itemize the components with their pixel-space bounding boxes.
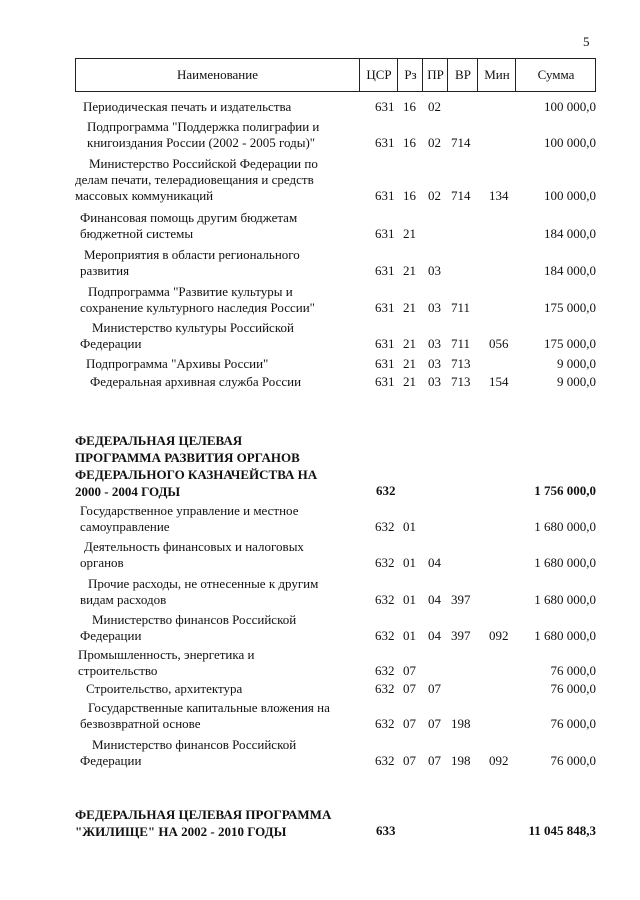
row-name-line: органов <box>80 555 124 570</box>
row-sum: 175 000,0 <box>544 300 596 315</box>
row-min: 056 <box>489 336 509 351</box>
row-name-line: Периодическая печать и издательства <box>83 99 292 114</box>
row-csr: 631 <box>375 300 395 315</box>
section-632-csr: 632 <box>376 483 396 498</box>
row-name <box>80 576 318 608</box>
table-header <box>75 58 596 92</box>
row-sum: 76 000,0 <box>550 663 596 678</box>
row-csr: 632 <box>375 753 395 768</box>
header-name: Наименование <box>177 67 258 82</box>
row-csr: 631 <box>375 226 395 241</box>
row-name-line: Подпрограмма "Архивы России" <box>86 356 269 371</box>
row-name <box>75 156 318 204</box>
section-633-sum: 11 045 848,3 <box>528 823 596 838</box>
row-rz: 07 <box>403 681 416 696</box>
section-title-line: ФЕДЕРАЛЬНАЯ ЦЕЛЕВАЯ <box>75 433 243 448</box>
row-vr: 198 <box>451 716 471 731</box>
row-sum: 184 000,0 <box>544 226 596 241</box>
row-rz: 16 <box>403 188 416 203</box>
row-rz: 01 <box>403 628 416 643</box>
row-vr: 713 <box>451 356 471 371</box>
row-vr: 714 <box>451 135 471 150</box>
row-csr: 632 <box>375 681 395 696</box>
row-pr: 03 <box>428 263 441 278</box>
row-name-line: Мероприятия в области регионального <box>84 247 300 262</box>
row-rz: 21 <box>403 374 416 389</box>
row-sum: 184 000,0 <box>544 263 596 278</box>
row-csr: 632 <box>375 628 395 643</box>
row-pr: 07 <box>428 753 441 768</box>
row-name-line: массовых коммуникаций <box>75 188 214 203</box>
row-name <box>80 210 297 242</box>
row-csr: 631 <box>375 188 395 203</box>
row-name-line: Министерство финансов Российской <box>92 737 297 752</box>
row-name <box>80 700 330 732</box>
row-name-line: делам печати, телерадиовещания и средств <box>75 172 314 187</box>
row-rz: 01 <box>403 519 416 534</box>
row-pr: 07 <box>428 681 441 696</box>
row-rz: 21 <box>403 263 416 278</box>
row-sum: 76 000,0 <box>550 716 596 731</box>
row-rz: 07 <box>403 663 416 678</box>
row-csr: 631 <box>375 263 395 278</box>
row-min: 092 <box>489 628 509 643</box>
row-vr: 714 <box>451 188 471 203</box>
row-name-line: Государственные капитальные вложения на <box>88 700 330 715</box>
row-name-line: Строительство, архитектура <box>86 681 243 696</box>
row-vr: 711 <box>451 300 471 315</box>
section-title-line: ФЕДЕРАЛЬНОГО КАЗНАЧЕЙСТВА НА <box>75 467 318 482</box>
row-pr: 03 <box>428 356 441 371</box>
row-name <box>78 647 254 679</box>
row-sum: 175 000,0 <box>544 336 596 351</box>
row-pr: 03 <box>428 336 441 351</box>
row-name <box>80 247 300 279</box>
row-csr: 631 <box>375 99 395 114</box>
row-name <box>83 99 291 115</box>
row-pr: 03 <box>428 300 441 315</box>
section-title-633 <box>75 806 331 840</box>
row-sum: 100 000,0 <box>544 99 596 114</box>
row-csr: 632 <box>375 519 395 534</box>
row-name-line: Подпрограмма "Развитие культуры и <box>88 284 293 299</box>
row-pr: 02 <box>428 135 441 150</box>
row-pr: 03 <box>428 374 441 389</box>
header-vr: ВР <box>447 59 478 91</box>
row-name <box>80 503 299 535</box>
row-csr: 631 <box>375 374 395 389</box>
row-sum: 9 000,0 <box>557 374 596 389</box>
row-rz: 21 <box>403 356 416 371</box>
row-csr: 632 <box>375 555 395 570</box>
row-vr: 711 <box>451 336 471 351</box>
row-rz: 16 <box>403 135 416 150</box>
row-csr: 631 <box>375 135 395 150</box>
row-name-line: безвозвратной основе <box>80 716 201 731</box>
row-name <box>80 539 304 571</box>
row-vr: 198 <box>451 753 471 768</box>
row-name <box>86 356 268 372</box>
row-pr: 04 <box>428 592 441 607</box>
row-sum: 76 000,0 <box>550 753 596 768</box>
row-rz: 16 <box>403 99 416 114</box>
row-pr: 04 <box>428 628 441 643</box>
row-csr: 631 <box>375 336 395 351</box>
page-number: 5 <box>583 34 590 49</box>
section-title-632 <box>75 432 317 500</box>
row-vr: 397 <box>451 592 471 607</box>
row-name-line: Деятельность финансовых и налоговых <box>84 539 304 554</box>
row-name-line: видам расходов <box>80 592 167 607</box>
header-pr: ПР <box>422 59 448 91</box>
row-name <box>86 681 242 697</box>
row-sum: 1 680 000,0 <box>534 555 596 570</box>
row-rz: 01 <box>403 555 416 570</box>
row-name-line: Министерство Российской Федерации по <box>89 156 318 171</box>
row-sum: 1 680 000,0 <box>534 592 596 607</box>
row-name <box>87 119 319 151</box>
section-title-line: 2000 - 2004 ГОДЫ <box>75 484 181 499</box>
row-rz: 21 <box>403 300 416 315</box>
row-pr: 04 <box>428 555 441 570</box>
row-sum: 1 680 000,0 <box>534 519 596 534</box>
row-name-line: книгоиздания России (2002 - 2005 годы)" <box>87 135 316 150</box>
row-rz: 01 <box>403 592 416 607</box>
row-name-line: Министерство культуры Российской <box>92 320 294 335</box>
row-name-line: Прочие расходы, не отнесенные к другим <box>88 576 319 591</box>
row-sum: 76 000,0 <box>550 681 596 696</box>
row-sum: 9 000,0 <box>557 356 596 371</box>
row-name-line: Подпрограмма "Поддержка полиграфии и <box>87 119 320 134</box>
header-min: Мин <box>477 59 516 91</box>
row-rz: 21 <box>403 336 416 351</box>
section-633-csr: 633 <box>376 823 396 838</box>
row-name-line: сохранение культурного наследия России" <box>80 300 315 315</box>
row-pr: 02 <box>428 99 441 114</box>
row-name-line: Министерство финансов Российской <box>92 612 297 627</box>
row-name-line: Финансовая помощь другим бюджетам <box>80 210 298 225</box>
row-name-line: Федерации <box>80 753 142 768</box>
row-rz: 07 <box>403 753 416 768</box>
section-title-line: ПРОГРАММА РАЗВИТИЯ ОРГАНОВ <box>75 450 300 465</box>
section-title-line: ФЕДЕРАЛЬНАЯ ЦЕЛЕВАЯ ПРОГРАММА <box>75 807 332 822</box>
row-name-line: Федеральная архивная служба России <box>90 374 302 389</box>
row-name-line: Государственное управление и местное <box>80 503 299 518</box>
row-sum: 100 000,0 <box>544 188 596 203</box>
row-vr: 713 <box>451 374 471 389</box>
row-pr: 07 <box>428 716 441 731</box>
row-name <box>80 612 296 644</box>
row-rz: 21 <box>403 226 416 241</box>
row-name <box>80 737 296 769</box>
row-name-line: Промышленность, энергетика и <box>78 647 255 662</box>
row-vr: 397 <box>451 628 471 643</box>
row-name-line: Федерации <box>80 336 142 351</box>
row-name-line: развития <box>80 263 130 278</box>
row-csr: 632 <box>375 716 395 731</box>
row-rz: 07 <box>403 716 416 731</box>
row-name <box>80 320 294 352</box>
row-min: 134 <box>489 188 509 203</box>
row-min: 092 <box>489 753 509 768</box>
row-min: 154 <box>489 374 509 389</box>
row-sum: 1 680 000,0 <box>534 628 596 643</box>
row-sum: 100 000,0 <box>544 135 596 150</box>
section-title-line: "ЖИЛИЩЕ" НА 2002 - 2010 ГОДЫ <box>75 824 287 839</box>
row-csr: 632 <box>375 592 395 607</box>
row-csr: 632 <box>375 663 395 678</box>
header-sum: Сумма <box>515 59 596 91</box>
row-name-line: бюджетной системы <box>80 226 194 241</box>
row-name <box>80 284 315 316</box>
row-name-line: Федерации <box>80 628 142 643</box>
section-632-sum: 1 756 000,0 <box>534 483 596 498</box>
row-name-line: строительство <box>78 663 158 678</box>
header-rz: Рз <box>397 59 423 91</box>
header-csr: ЦСР <box>359 59 398 91</box>
row-name-line: самоуправление <box>80 519 170 534</box>
row-pr: 02 <box>428 188 441 203</box>
row-name <box>90 374 301 390</box>
row-csr: 631 <box>375 356 395 371</box>
